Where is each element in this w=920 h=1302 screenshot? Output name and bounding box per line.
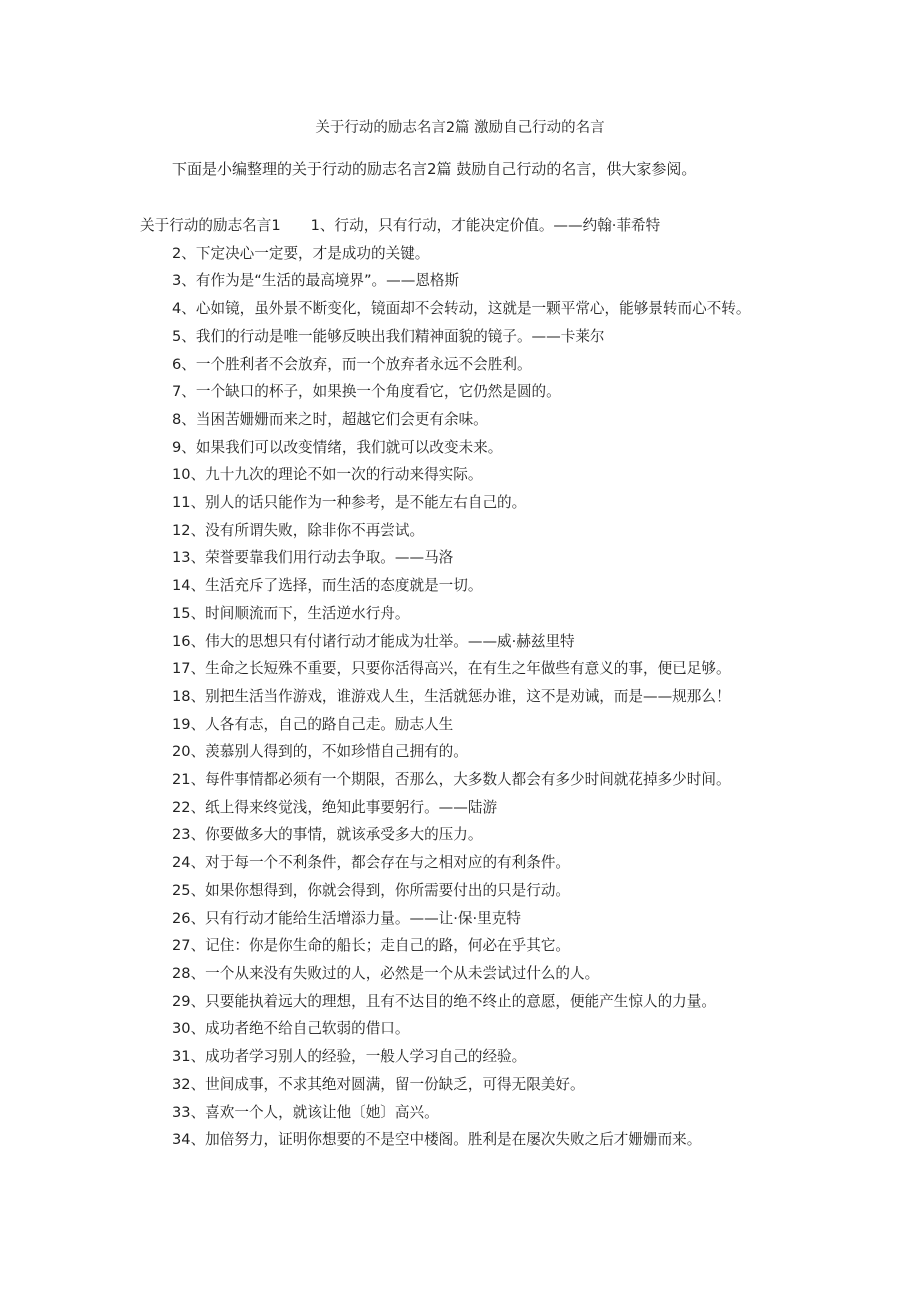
list-item: 22、纸上得来终觉浅，绝知此事要躬行。——陆游 xyxy=(172,798,498,816)
list-item: 33、喜欢一个人，就该让他〔她〕高兴。 xyxy=(172,1103,439,1121)
list-item: 11、别人的话只能作为一种参考，是不能左右自己的。 xyxy=(172,494,527,512)
list-item: 12、没有所谓失败，除非你不再尝试。 xyxy=(172,521,425,539)
list-item: 21、每件事情都必须有一个期限，否那么，大多数人都会有多少时间就花掉多少时间。 xyxy=(172,771,731,789)
list-item: 25、如果你想得到，你就会得到，你所需要付出的只是行动。 xyxy=(172,881,571,899)
list-item: 14、生活充斥了选择，而生活的态度就是一切。 xyxy=(172,577,483,595)
document-title: 关于行动的励志名言2篇 激励自己行动的名言 xyxy=(315,120,605,136)
list-item: 6、一个胜利者不会放弃，而一个放弃者永远不会胜利。 xyxy=(172,355,532,373)
first-line xyxy=(140,212,800,240)
list-item: 15、时间顺流而下，生活逆水行舟。 xyxy=(172,604,410,622)
list-item: 1、行动，只有行动，才能决定价值。——约翰·菲希特 xyxy=(310,217,661,234)
list-item: 8、当困苦姗姗而来之时，超越它们会更有余味。 xyxy=(172,410,488,428)
intro-paragraph: 下面是小编整理的关于行动的励志名言2篇 鼓励自己行动的名言，供大家参阅。 xyxy=(172,160,697,178)
list-item: 26、只有行动才能给生活增添力量。——让·保·里克特 xyxy=(172,909,521,927)
list-item: 17、生命之长短殊不重要，只要你活得高兴，在有生之年做些有意义的事，便已足够。 xyxy=(172,660,731,678)
list-item: 24、对于每一个不利条件，都会存在与之相对应的有利条件。 xyxy=(172,854,571,872)
list-item: 9、如果我们可以改变情绪，我们就可以改变未来。 xyxy=(172,438,503,456)
list-item: 16、伟大的思想只有付诸行动才能成为壮举。——威·赫兹里特 xyxy=(172,632,575,650)
list-item: 31、成功者学习别人的经验，一般人学习自己的经验。 xyxy=(172,1048,527,1066)
list-item: 30、成功者绝不给自己软弱的借口。 xyxy=(172,1020,410,1038)
list-item: 29、只要能执着远大的理想，且有不达目的绝不终止的意愿，便能产生惊人的力量。 xyxy=(172,992,716,1010)
list-item: 32、世间成事，不求其绝对圆满，留一份缺乏，可得无限美好。 xyxy=(172,1075,585,1093)
list-item: 10、九十九次的理论不如一次的行动来得实际。 xyxy=(172,466,483,484)
list-item: 28、一个从来没有失败过的人，必然是一个从未尝试过什么的人。 xyxy=(172,964,600,982)
list-item: 19、人各有志，自己的路自己走。励志人生 xyxy=(172,715,454,733)
list-item: 34、加倍努力，证明你想要的不是空中楼阁。胜利是在屡次失败之后才姗姗而来。 xyxy=(172,1131,702,1149)
list-item: 13、荣誉要靠我们用行动去争取。——马洛 xyxy=(172,549,454,567)
quote-list xyxy=(140,212,800,1154)
list-item: 20、羡慕别人得到的，不如珍惜自己拥有的。 xyxy=(172,743,468,761)
list-item: 4、心如镜，虽外景不断变化，镜面却不会转动，这就是一颗平常心，能够景转而心不转。 xyxy=(172,300,751,318)
list-item: 2、下定决心一定要，才是成功的关键。 xyxy=(172,244,430,262)
list-item: 27、记住：你是你生命的船长；走自己的路，何必在乎其它。 xyxy=(172,937,571,955)
list-item: 3、有作为是“生活的最高境界”。——恩格斯 xyxy=(172,272,460,290)
list-item: 23、你要做多大的事情，就该承受多大的压力。 xyxy=(172,826,483,844)
list-item: 18、别把生活当作游戏，谁游戏人生，生活就惩办谁，这不是劝诫，而是——规那么！ xyxy=(172,687,731,705)
list-item: 7、一个缺口的杯子，如果换一个角度看它，它仍然是圆的。 xyxy=(172,383,561,401)
section-heading: 关于行动的励志名言1 xyxy=(140,217,281,234)
list-item: 5、我们的行动是唯一能够反映出我们精神面貌的镜子。——卡莱尔 xyxy=(172,327,605,345)
